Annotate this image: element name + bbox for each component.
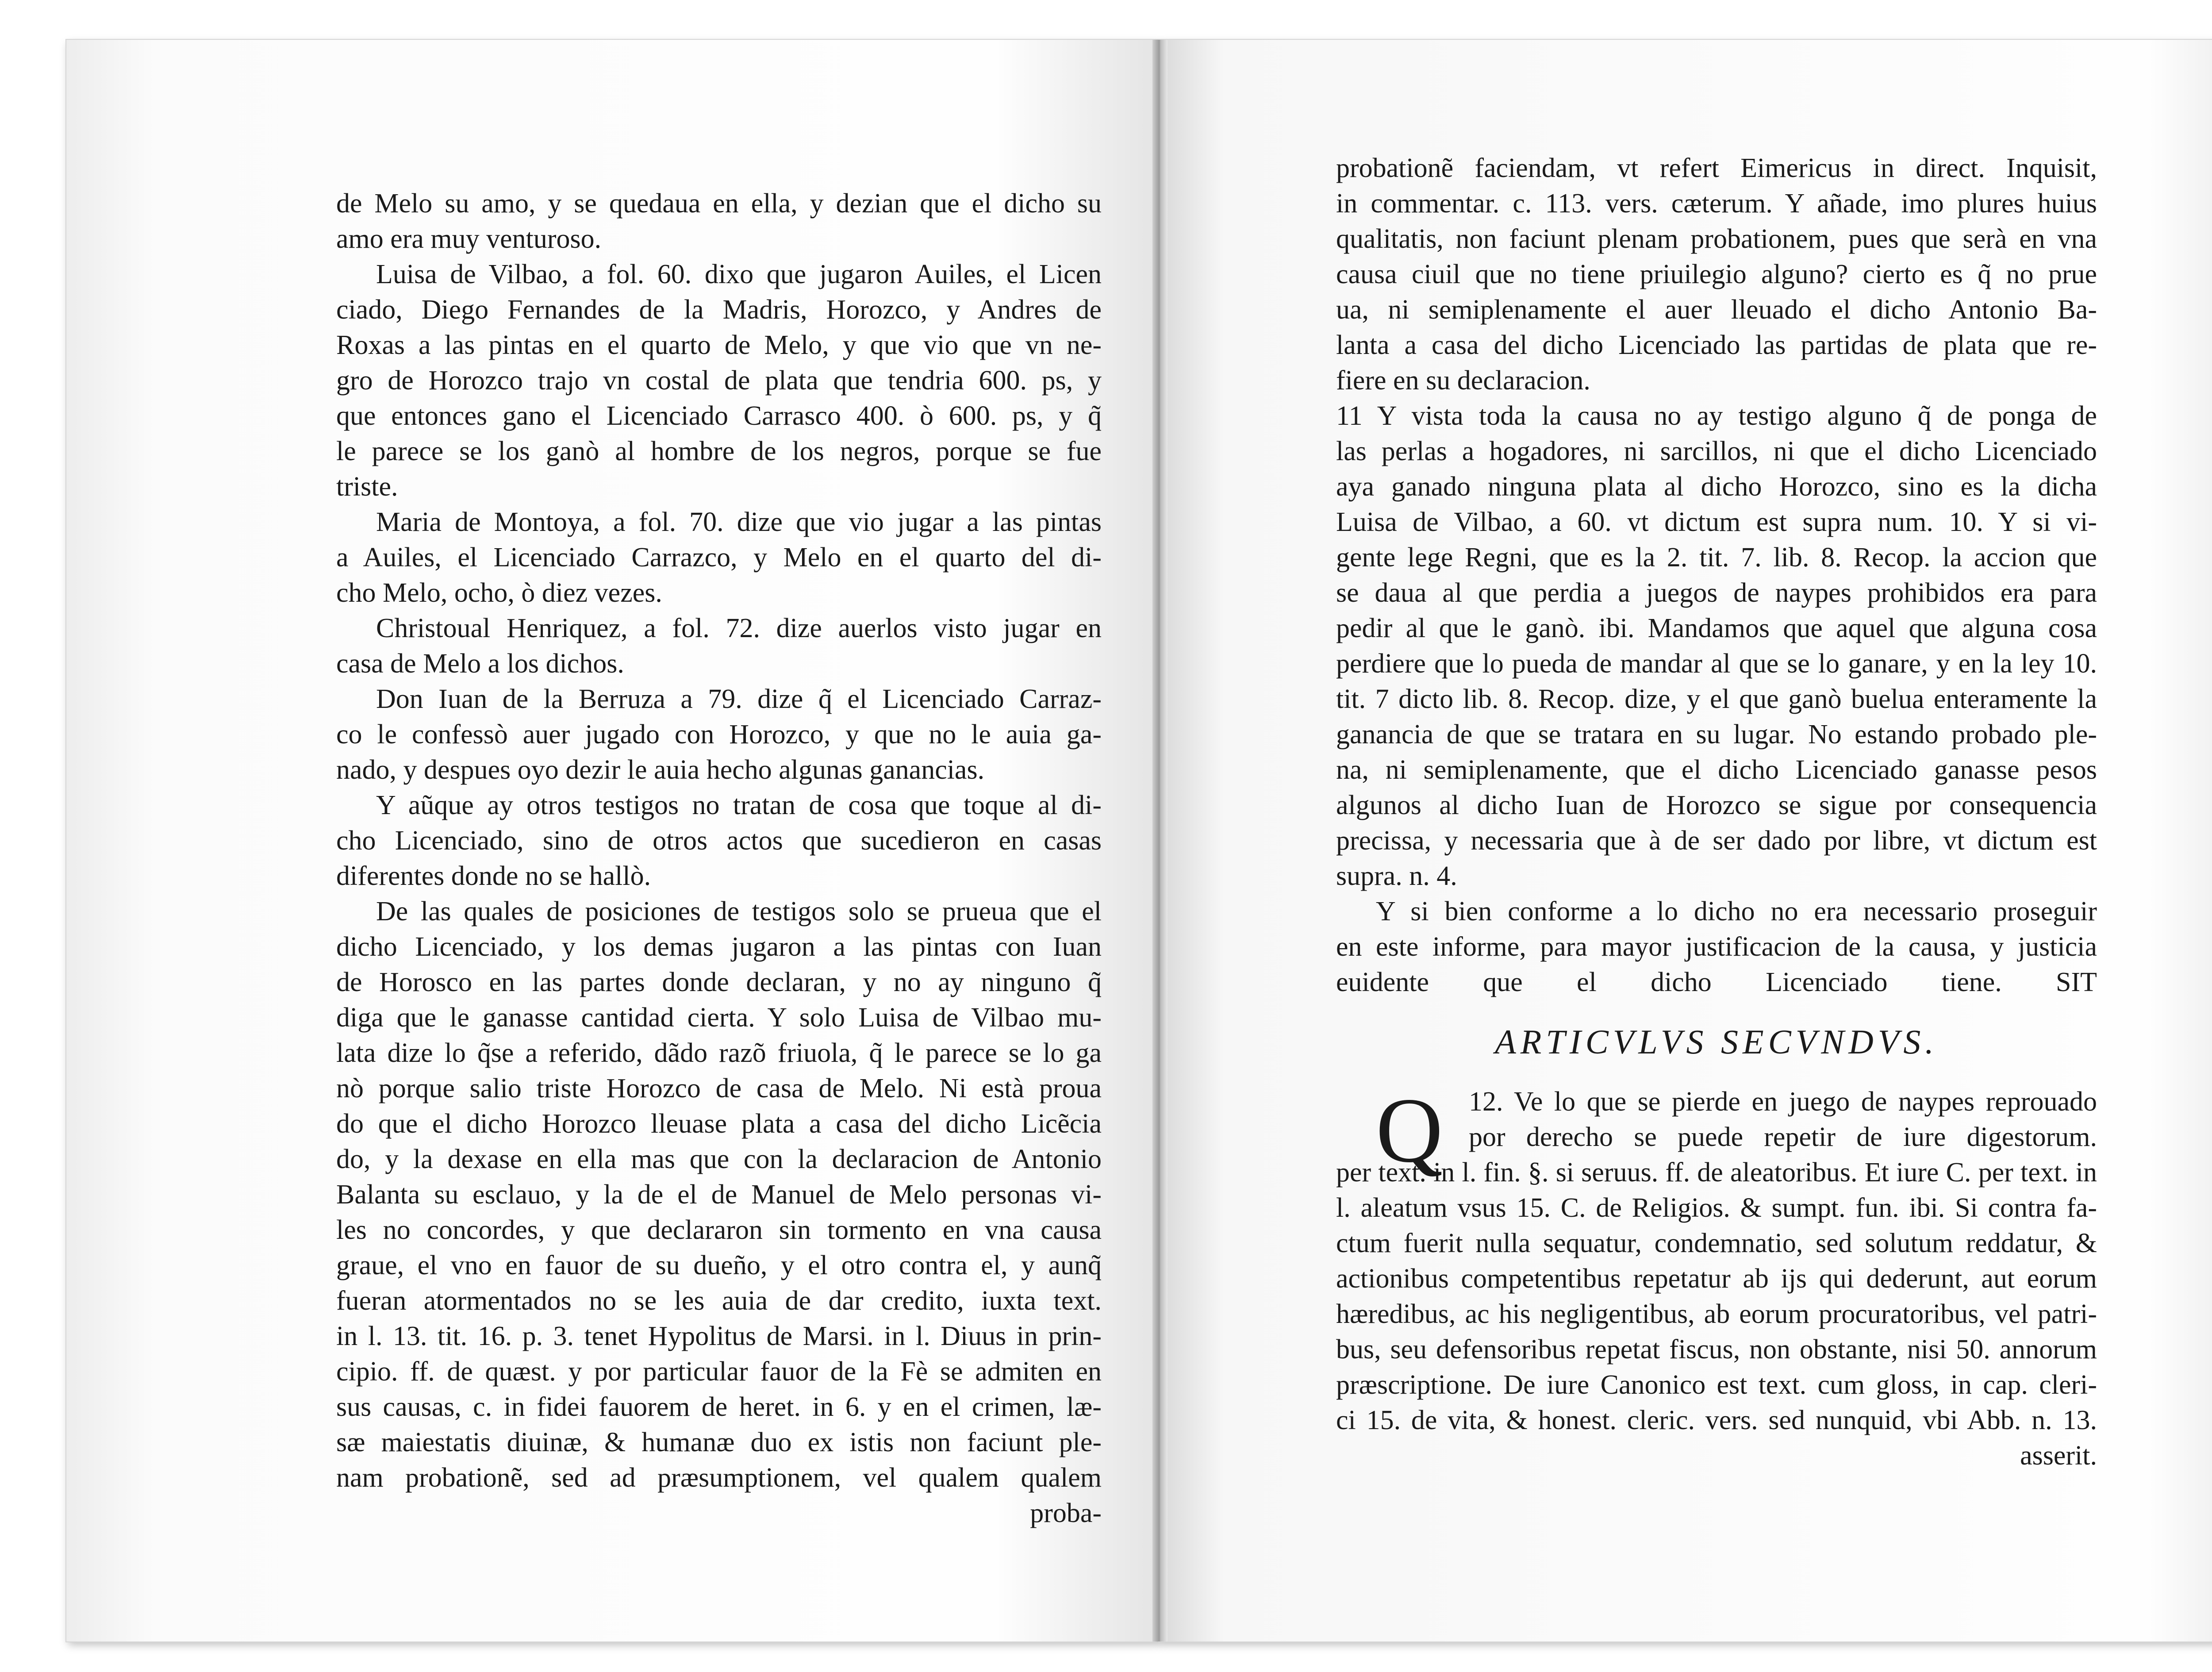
text-line: precissa, y necessaria que à de ser dado por libre, vt dictum est [1336,826,2097,856]
text-line: lata dize lo q̃se a referido, dãdo razõ friuola, q̃ le parece se lo ga [336,1038,1102,1068]
right-page-text [1336,150,2097,1473]
text-line: a Auiles, el Licenciado Carrazco, y Melo en el quarto del di- [336,542,1102,573]
text-line: por derecho se puede repetir de iure digestorum. [1469,1122,2097,1152]
text-line: præscriptione. De iure Canonico est text. cum gloss, in cap. cleri- [1336,1370,2097,1400]
text-line: probationẽ faciendam, vt refert Eimericus in direct. Inquisit, [1336,153,2097,183]
text-line: na, ni semiplenamente, que el dicho Licenciado ganasse pesos [1336,755,2097,785]
text-line: causa ciuil que no tiene priuilegio alguno? cierto es q̃ no prue [1336,259,2097,289]
text-line: en este informe, para mayor justificacion de la causa, y justicia [1336,932,2097,962]
text-line: Y aũque ay otros testigos no tratan de cosa que toque al di- [376,790,1102,820]
text-line: perdiere que lo pueda de mandar al que se lo ganare, y en la ley 10. [1336,649,2097,679]
text-line: gente lege Regni, que es la 2. tit. 7. lib. 8. Recop. la accion que [1336,542,2097,573]
text-line: les no concordes, y que declararon sin tormento en vna causa [336,1215,1102,1245]
text-line: Roxas a las pintas en el quarto de Melo, y que vio que vn ne- [336,330,1102,360]
text-line: diferentes donde no se hallò. [336,861,651,891]
text-line: do, y la dexase en ella mas que con la declaracion de Antonio [336,1144,1102,1174]
right-page [1159,40,2212,1641]
text-line: las perlas a hogadores, ni sarcillos, ni que el dicho Licenciado [1336,436,2097,466]
text-line: se daua al que perdia a juegos de naypes prohibidos era para [1336,578,2097,608]
text-line: Luisa de Vilbao, a 60. vt dictum est supra num. 10. Y si vi- [1336,507,2097,537]
book-gutter [1152,40,1167,1641]
text-line: dicho Licenciado, y los demas jugaron a las pintas con Iuan [336,932,1102,962]
text-line: qualitatis, non faciunt plenam probationem, pues que serà en vna [1336,224,2097,254]
text-line: Luisa de Vilbao, a fol. 60. dixo que jugaron Auiles, el Licen [376,259,1102,289]
section-heading: ARTICVLVS SECVNDVS. [1495,1022,1938,1061]
text-line: casa de Melo a los dichos. [336,649,624,679]
text-line: que entonces gano el Licenciado Carrasco 400. ò 600. ps, y q̃ [336,401,1102,431]
text-line: pedir al que le ganò. ibi. Mandamos que aquel que alguna cosa [1336,613,2097,643]
text-line: supra. n. 4. [1336,861,1457,891]
text-line: ciado, Diego Fernandes de la Madris, Horozco, y Andres de [336,295,1102,325]
catchword: proba- [1030,1498,1102,1528]
text-line: in l. 13. tit. 16. p. 3. tenet Hypolitus de Marsi. in l. Diuus in prin- [336,1321,1102,1351]
open-book-scan [66,40,2212,1641]
text-line: graue, el vno en fauor de su dueño, y el otro contra el, y aunq̃ [336,1250,1102,1280]
text-line: sus causas, c. in fidei fauorem de heret. in 6. y en el crimen, læ- [336,1392,1102,1422]
text-line: gro de Horozco trajo vn costal de plata que tendria 600. ps, y [336,365,1102,396]
text-line: cho Licenciado, sino de otros actos que sucedieron en casas [336,826,1102,856]
text-line: ctum fuerit nulla sequatur, condemnatio, sed solutum reddatur, & [1336,1228,2097,1258]
text-line: lanta a casa del dicho Licenciado las partidas de plata que re- [1336,330,2097,360]
text-line: algunos al dicho Iuan de Horozco se sigue por consequencia [1336,790,2097,820]
text-line: 11 Y vista toda la causa no ay testigo alguno q̃ de ponga de [1336,401,2097,431]
text-line: fueran atormentados no se les auia de dar credito, iuxta text. [336,1286,1102,1316]
text-line: sæ maiestatis diuinæ, & humanæ duo ex istis non faciunt ple- [336,1427,1102,1457]
text-line: bus, seu defensoribus repetat fiscus, non obstante, nisi 50. annorum [1336,1334,2097,1365]
catchword: asserit. [2020,1441,2097,1471]
text-line: le parece se los ganò al hombre de los negros, porque se fue [336,436,1102,466]
text-line: ci 15. de vita, & honest. cleric. vers. sed nunquid, vbi Abb. n. 13. [1336,1405,2097,1435]
text-line: tit. 7 dicto lib. 8. Recop. dize, y el que ganò buelua enteramente la [1336,684,2097,714]
text-line: ganancia de que se tratara en su lugar. No estando probado ple- [1336,719,2097,750]
text-line: per text. in l. fin. §. si seruus. ff. de aleatoribus. Et iure C. per text. in [1336,1157,2097,1188]
drop-cap-letter: Q [1376,1079,1443,1182]
text-line: cipio. ff. de quæst. y por particular fauor de la Fè se admiten en [336,1357,1102,1387]
text-line: hæredibus, ac his negligentibus, ab eorum procuratoribus, vel patri- [1336,1299,2097,1329]
text-line: de Horosco en las partes donde declaran, y no ay ninguno q̃ [336,967,1102,997]
text-line: l. aleatum vsus 15. C. de Religios. & sumpt. fun. ibi. Si contra fa- [1336,1193,2097,1223]
text-line: nam probationẽ, sed ad præsumptionem, vel qualem qualem [336,1463,1102,1493]
left-page [66,40,1159,1641]
text-line: cho Melo, ocho, ò diez vezes. [336,578,662,608]
text-line: aya ganado ninguna plata al dicho Horozco, sino es la dicha [1336,472,2097,502]
text-line: diga que le ganasse cantidad cierta. Y solo Luisa de Vilbao mu- [336,1003,1102,1033]
text-line: triste. [336,472,398,502]
text-line: do que el dicho Horozco lleuase plata a casa del dicho Licẽcia [336,1109,1102,1139]
text-line: nado, y despues oyo dezir le auia hecho algunas ganancias. [336,755,985,785]
text-line: fiere en su declaracion. [1336,365,1590,396]
text-line: Don Iuan de la Berruza a 79. dize q̃ el Licenciado Carraz- [376,684,1102,714]
text-line: Y si bien conforme a lo dicho no era necessario proseguir [1376,896,2097,926]
text-line: Maria de Montoya, a fol. 70. dize que vio jugar a las pintas [376,507,1102,537]
text-line: actionibus competentibus repetatur ab ijs qui dederunt, aut eorum [1336,1264,2097,1294]
text-line: ua, ni semiplenamente el auer lleuado el dicho Antonio Ba- [1336,295,2097,325]
text-line: amo era muy venturoso. [336,224,602,254]
text-line: Balanta su esclauo, y la de el de Manuel de Melo personas vi- [336,1180,1102,1210]
text-line: de Melo su amo, y se quedaua en ella, y dezian que el dicho su [336,188,1102,219]
text-line: Christoual Henriquez, a fol. 72. dize auerlos visto jugar en [376,613,1102,643]
text-line: euidente que el dicho Licenciado tiene. SIT [1336,967,2097,997]
text-line: in commentar. c. 113. vers. cæterum. Y añade, imo plures huius [1336,188,2097,219]
text-line: co le confessò auer jugado con Horozco, y que no le auia ga- [336,719,1102,750]
text-line: nò porque salio triste Horozco de casa de Melo. Ni està proua [336,1073,1102,1103]
text-line: De las quales de posiciones de testigos solo se prueua que el [376,896,1102,926]
left-page-text [336,186,1102,1531]
text-line: 12. Ve lo que se pierde en juego de naypes reprouado [1469,1087,2097,1117]
